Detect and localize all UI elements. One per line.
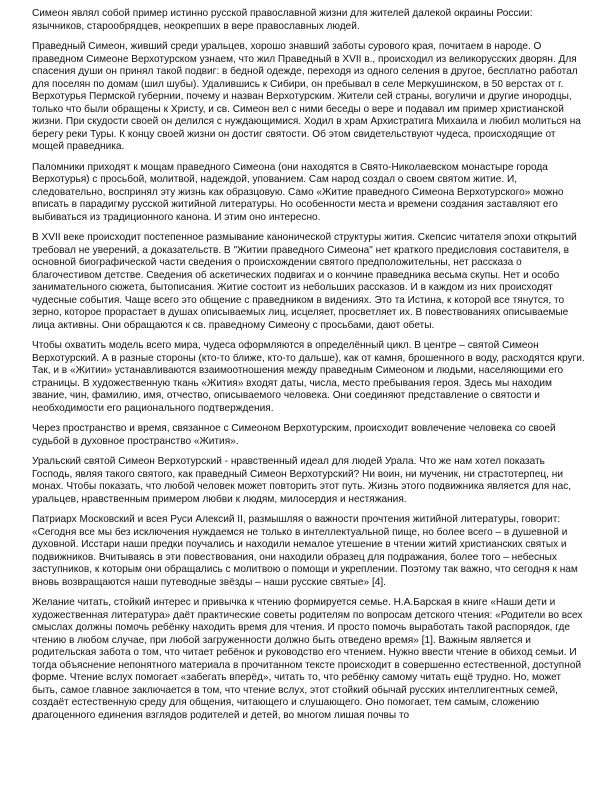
paragraph-9: Желание читать, стойкий интерес и привычка к чтению формируется семье. Н.А.Барская в книге «Наши дети и художественная литература» даёт практические советы родителям по вопросам детского чтения: «Родители во всех смыслах должны помочь ребёнку находить время для чтения. И просто помочь выработать такой распорядок, где чтению в любом случае, при любой загруженности должно быть отведено время» [1]. Важным является и родительская забота о том, что читает ребёнок и руководство его чтением. Нужно ввести чтение в обиход семьи. И тогда объяснение непонятного материала в прочитанном тексте происходит в совершенно естественной, доступной форме. Чтение вслух помогает «забегать вперёд», читать то, что ребёнку самому читать ещё трудно. Но, может быть, самое главное заключается в том, что чтение вслух, этот стойкий обычай русских интеллигентных семей, создаёт естественную среду для общения, читающего и слушающего. Оно помогает, тем самым, сложению драгоценного единения взглядов родителей и детей, во многом лишая почвы то bbox=[32, 597, 583, 721]
paragraph-7: Уральский святой Симеон Верхотурский - нравственный идеал для людей Урала. Что же нам хотел показать Господь, являя такого святого, как праведный Симеон Верхотурский? Ни воин, ни мученик, ни страстотерпец, ни монах. Чтобы показать, что любой человек может повторить этот путь. Жизнь этого подвижника является для нас, уральцев, нравственным примером любви к людям, милосердия и нестяжания. bbox=[32, 456, 572, 505]
paragraph-4: В XVII веке происходит постепенное размывание канонической структуры жития. Скепсис читателя эпохи открытий требовал не уверений, а доказательств. В "Житии праведного Симеона" нет краткого предисловия составителя, в основной биографической части сведения о происхождении святого предположительны, нет рассказа о благочестивом детстве. Сведения об аскетических подвигах и о кончине праведника весьма скупы. Нет и особо занимательного сюжета, бытописания. Житие состоит из небольших рассказов. И в каждом из них происходят чудесные события. Чаще всего это общение с праведником в видениях. Это та Истина, к которой все тянутся, то зерно, которое прорастает в душах описываемых лиц, исцеляет, просветляет их. В повествованиях описываемые лица активны. Они обращаются к св. праведному Симеону с просьбами, дают обеты. bbox=[32, 232, 577, 331]
paragraph-5: Чтобы охватить модель всего мира, чудеса оформляются в определённый цикл. В центре – святой Симеон Верхотурский. А в разные стороны (кто-то ближе, кто-то дальше), как от камня, брошенного в воду, расходятся круги. Так, и в «Житии» устанавливаются взаимоотношения между праведным Симеоном и людьми, населяющими его страницы. В художественную ткань «Жития» входят даты, числа, место пребывания героя. Здесь мы находим звание, чин, фамилию, имя, отчество, описываемого человека. Они соединяют представление о святости и необходимости его рационального подтверждения. bbox=[32, 340, 585, 414]
paragraph-2: Праведный Симеон, живший среди уральцев, хорошо знавший заботы сурового края, почитаем в народе. О праведном Симеоне Верхотурском узнаем, что жил Праведный в XVII в., происходил из великорусских дворян. Для спасения души он принял такой подвиг: в бедной одежде, переходя из одного селения в другое, бесплатно работал для поселян по домам (шил шубы). Удалившись к Сибири, он пребывал в селе Меркушинском, в 50 верстах от г. Верхотурья Пермской губернии, почему и назван Верхотурским. Жители сей страны, вогуличи и другие инородцы, только что были обращены к Христу, и св. Симеон вел с ними беседы о вере и подавал им пример христианской жизни. При скудости своей он делился с нуждающимися. Ходил в храм Архистратига Михаила и любил молиться на берегу реки Туры. К концу своей жизни он достиг святости. Об этом свидетельствуют чудеса, происходящие от мощей праведника. bbox=[32, 41, 581, 152]
paragraph-8: Патриарх Московский и всея Руси Алексий II, размышляя о важности прочтения житийной литературы, говорит: «Сегодня все мы без исключения нуждаемся не только в интеллектуальной пище, но более всего – в душевной и духовной. Исстари наши предки поучались и находили немалое утешение в чтении житий христианских святых и подвижников. Вчитываясь в эти повествования, они находили образец для подражания, более того – небесных заступников, к которым они обращались с молитвою о помощи и укреплении. Поэтому так важно, что сегодня к нам вновь возвращаются наши путеводные звёзды – наши русские святые» [4]. bbox=[32, 514, 578, 588]
paragraph-1: Симеон являл собой пример истинно русской православной жизни для жителей далекой окраины России: язычников, старообрядцев, неокрепших в вере православных людей. bbox=[32, 8, 533, 32]
paragraph-6: Через пространство и время, связанное с Симеоном Верхотурским, происходит вовлечение человека со своей судьбой в духовное пространство «Жития». bbox=[32, 423, 556, 447]
paragraph-3: Паломники приходят к мощам праведного Симеона (они находятся в Свято-Николаевском монастыре города Верхотурья) с просьбой, молитвой, надеждой, упованием. Сам народ создал о своем святом житие. И, следовательно, воспринял эту жизнь как образцовую. Само «Житие праведного Симеона Верхотурского» можно вписать в парадигму русской житийной литературы. Но особенности места и времени создания заставляют его выбиваться из традиционного канона. И этим оно интересно. bbox=[32, 161, 564, 223]
document-page bbox=[32, 8, 587, 730]
